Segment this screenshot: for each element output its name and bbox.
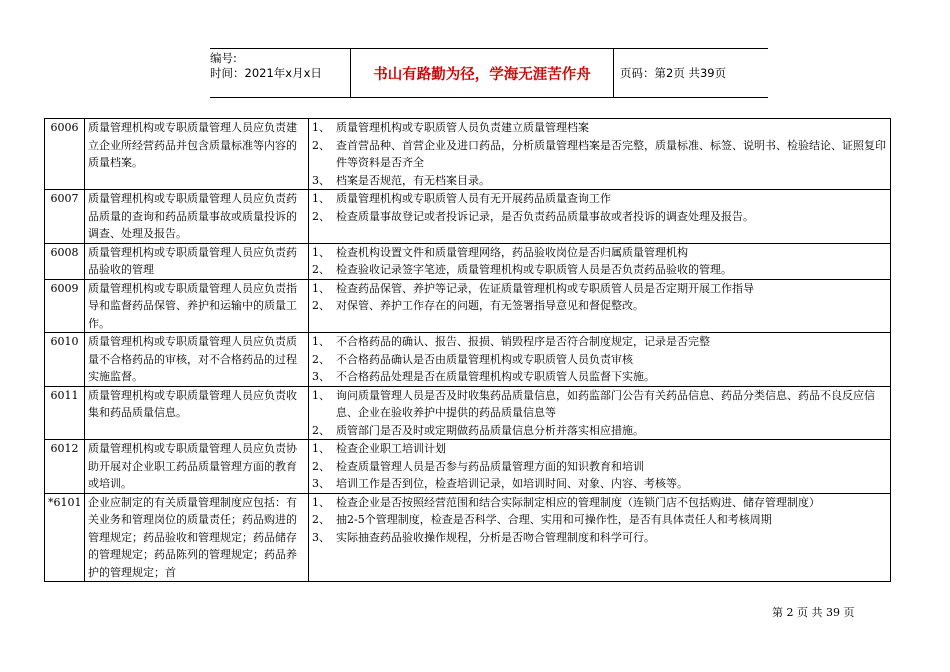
check-method [312, 208, 887, 226]
item-requirement: 质量管理机构或专职质量管理人员应负责药品验收的管理 [85, 243, 309, 279]
check-method [312, 190, 887, 208]
check-text: 查首营品种、首营企业及进口药品，分析质量管理档案是否完整，质量标准、标签、说明书、检验结论、证照复印件等资料是否齐全 [336, 138, 886, 169]
check-method [312, 351, 887, 369]
item-check-methods [309, 119, 891, 190]
check-number: 1、 [312, 192, 330, 205]
check-text: 档案是否规范，有无档案目录。 [336, 173, 490, 187]
doc-number-label: 编号: [210, 51, 237, 65]
check-text: 对保管、养护工作存在的问题，有无签署指导意见和督促整改。 [336, 299, 644, 312]
item-code: 6012 [45, 440, 85, 494]
check-text: 检查企业是否按照经营范围和结合实际制定相应的管理制度（连锁门店不包括购进、储存管理制度） [336, 495, 820, 509]
page-header [210, 48, 768, 98]
item-requirement: 质量管理机构或专职质量管理人员应负责质量不合格药品的审核，对不合格药品的过程实施监督。 [85, 333, 309, 387]
table-row [45, 190, 891, 244]
item-check-methods [309, 386, 891, 440]
item-code: 6008 [45, 243, 85, 279]
table-row [45, 333, 891, 387]
header-page-info: 页码：第2页 共39页 [620, 66, 727, 80]
check-number: 1、 [312, 121, 330, 134]
check-text: 质管部门是否及时或定期做药品质量信息分析并落实相应措施。 [336, 423, 644, 437]
check-number: 1、 [312, 388, 330, 402]
check-method [312, 261, 887, 279]
check-text: 检查质量事故登记或者投诉记录，是否负责药品质量事故或者投诉的调查处理及报告。 [336, 209, 754, 223]
check-number: 1、 [312, 495, 330, 509]
check-text: 不合格药品确认是否由质量管理机构或专职质管人员负责审核 [336, 352, 633, 366]
item-check-methods [309, 279, 891, 333]
check-method [312, 422, 887, 440]
item-requirement: 质量管理机构或专职质量管理人员应负责指导和监督药品保管、养护和运输中的质量工作。 [85, 279, 309, 333]
item-check-methods [309, 243, 891, 279]
check-number: 2、 [312, 138, 330, 152]
check-method [312, 440, 887, 458]
table-row [45, 493, 891, 582]
table-row [45, 243, 891, 279]
check-text: 询问质量管理人员是否及时收集药品质量信息，如药监部门公告有关药品信息、药品分类信息、药品不良反应信息、企业在验收养护中提供的药品质量信息等 [336, 388, 875, 419]
page-footer: 第 2 页 共 39 页 [772, 606, 855, 619]
item-requirement: 质量管理机构或专职质量管理人员应负责协助开展对企业职工药品质量管理方面的教育或培训。 [85, 440, 309, 494]
item-check-methods [309, 333, 891, 387]
item-requirement: 质量管理机构或专职质量管理人员应负责建立企业所经营药品并包含质量标准等内容的质量档案。 [85, 119, 309, 190]
item-check-methods [309, 190, 891, 244]
item-code: 6011 [45, 386, 85, 440]
item-code: 6006 [45, 119, 85, 190]
table-row [45, 386, 891, 440]
check-method [312, 475, 887, 493]
item-check-methods [309, 440, 891, 494]
check-text: 培训工作是否到位，检查培训记录，如培训时间、对象、内容、考核等。 [336, 477, 688, 490]
check-text: 检查机构设置文件和质量管理网络，药品验收岗位是否归属质量管理机构 [336, 245, 688, 259]
item-code: 6010 [45, 333, 85, 387]
check-text: 质量管理机构或专职质管人员有无开展药品质量查询工作 [336, 192, 611, 205]
item-check-methods [309, 493, 891, 582]
check-number: 3、 [312, 173, 330, 187]
check-number: 1、 [312, 245, 330, 259]
check-text: 不合格药品处理是否在质量管理机构或专职质管人员监督下实施。 [336, 370, 655, 383]
check-number: 2、 [312, 352, 330, 366]
check-number: 3、 [312, 370, 330, 383]
check-method [312, 280, 887, 298]
item-code: 6007 [45, 190, 85, 244]
check-text: 实际抽查药品验收操作规程，分析是否吻合管理制度和科学可行。 [336, 530, 655, 544]
check-method [312, 458, 887, 476]
table-row [45, 119, 891, 190]
check-number: 1、 [312, 442, 330, 455]
item-code: *6101 [45, 493, 85, 582]
check-method [312, 333, 887, 351]
check-text: 检查药品保管、养护等记录，佐证质量管理机构或专职质管人员是否定期开展工作指导 [336, 281, 754, 295]
inspection-table [44, 118, 891, 582]
check-number: 2、 [312, 263, 330, 276]
item-requirement: 质量管理机构或专职质量管理人员应负责收集和药品质量信息。 [85, 386, 309, 440]
check-method [312, 511, 887, 529]
check-text: 抽2-5个管理制度，检查是否科学、合理、实用和可操作性，是否有具体责任人和考核周期 [336, 513, 772, 526]
header-motto: 书山有路勤为径，学海无涯苦作舟 [350, 49, 614, 97]
check-text: 检查验收记录签字笔迹，质量管理机构或专职质管人员是否负责药品验收的管理。 [336, 263, 732, 276]
check-number: 2、 [312, 299, 330, 312]
doc-date: 时间：2021年x月x日 [210, 66, 322, 80]
check-text: 检查质量管理人员是否参与药品质量管理方面的知识教育和培训 [336, 459, 644, 473]
table-row [45, 279, 891, 333]
check-method [312, 297, 887, 315]
check-method [312, 137, 887, 172]
check-number: 2、 [312, 423, 330, 437]
item-requirement: 质量管理机构或专职质量管理人员应负责药品质量的查询和药品质量事故或质量投诉的调查、处理及报告。 [85, 190, 309, 244]
check-number: 2、 [312, 209, 330, 223]
check-number: 3、 [312, 530, 330, 544]
item-requirement: 企业应制定的有关质量管理制度应包括：有关业务和管理岗位的质量责任；药品购进的管理规定；药品验收和管理规定；药品储存的管理规定；药品陈列的管理规定；药品养护的管理规定；首 [85, 493, 309, 582]
table-row [45, 440, 891, 494]
check-number: 1、 [312, 281, 330, 295]
check-method [312, 368, 887, 386]
check-method [312, 387, 887, 422]
check-text: 检查企业职工培训计划 [336, 442, 446, 455]
check-number: 1、 [312, 335, 330, 348]
check-method [312, 494, 887, 512]
item-code: 6009 [45, 279, 85, 333]
check-method [312, 119, 887, 137]
check-number: 2、 [312, 459, 330, 473]
check-method [312, 244, 887, 262]
header-meta [210, 49, 350, 97]
check-number: 2、 [312, 513, 330, 526]
check-method [312, 529, 887, 547]
check-number: 3、 [312, 477, 330, 490]
check-text: 不合格药品的确认、报告、报损、销毁程序是否符合制度规定，记录是否完整 [336, 335, 710, 348]
check-method [312, 172, 887, 190]
check-text: 质量管理机构或专职质管人员负责建立质量管理档案 [336, 121, 589, 134]
